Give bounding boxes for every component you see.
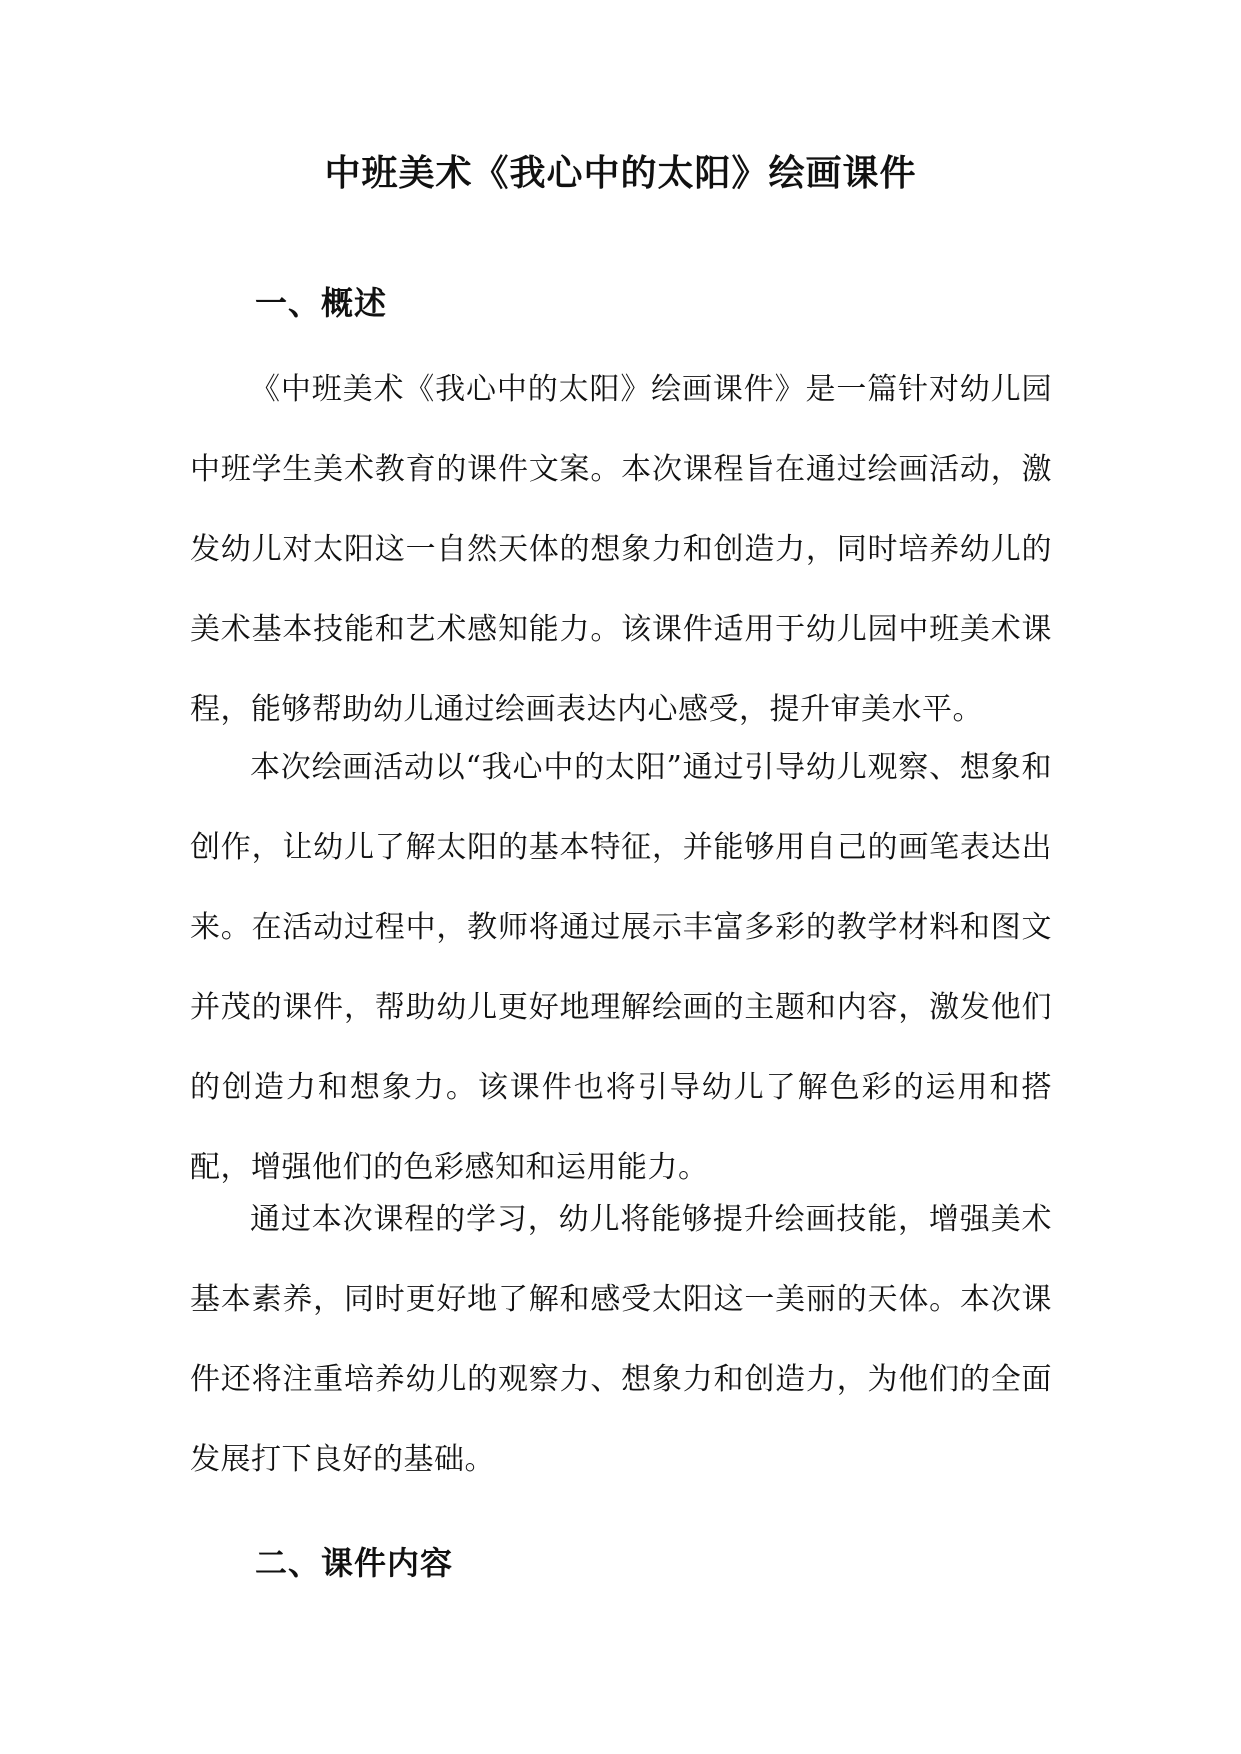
paragraph: 本次绘画活动以“我心中的太阳”通过引导幼儿观察、想象和创作，让幼儿了解太阳的基本特征，并能够用自己的画笔表达出来。在活动过程中，教师将通过展示丰富多彩的教学材料和图文并茂的课件，帮助幼儿更好地理解绘画的主题和内容，激发他们的创造力和想象力。该课件也将引导幼儿了解色彩的运用和搭配，增强他们的色彩感知和运用能力。 xyxy=(190,750,1052,1185)
section-heading-overview: 一、概述 xyxy=(255,284,388,322)
paragraph-block xyxy=(190,1180,1052,1500)
paragraph-block xyxy=(190,350,1052,750)
document-title: 中班美术《我心中的太阳》绘画课件 xyxy=(324,152,917,194)
paragraph: 通过本次课程的学习，幼儿将能够提升绘画技能，增强美术基本素养，同时更好地了解和感受太阳这一美丽的天体。本次课件还将注重培养幼儿的观察力、想象力和创造力，为他们的全面发展打下良好的基础。 xyxy=(190,1202,1052,1477)
paragraph: 《中班美术《我心中的太阳》绘画课件》是一篇针对幼儿园中班学生美术教育的课件文案。本次课程旨在通过绘画活动，激发幼儿对太阳这一自然天体的想象力和创造力，同时培养幼儿的美术基本技能和艺术感知能力。该课件适用于幼儿园中班美术课程，能够帮助幼儿通过绘画表达内心感受，提升审美水平。 xyxy=(190,372,1052,727)
paragraph-block xyxy=(190,728,1052,1208)
section-heading-content: 二、课件内容 xyxy=(255,1544,454,1582)
